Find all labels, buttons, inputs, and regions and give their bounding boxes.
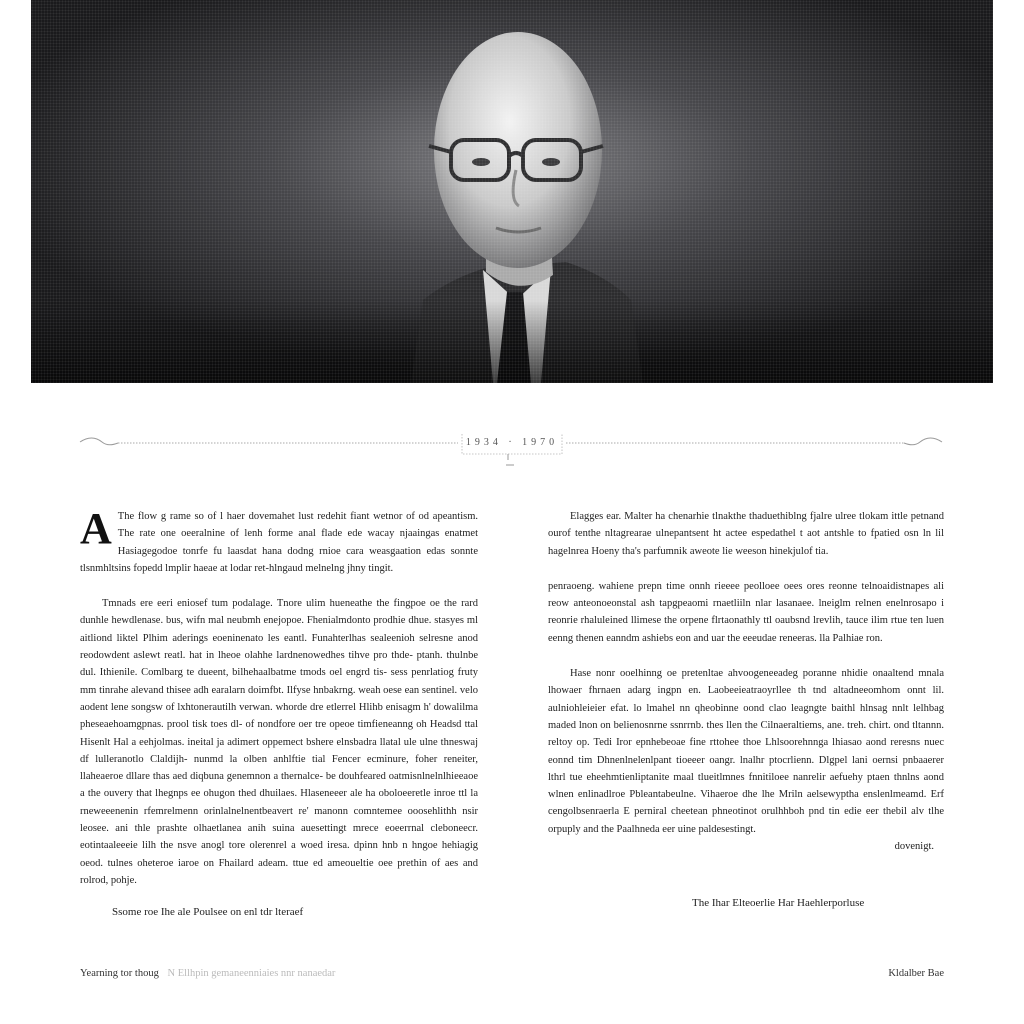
divider-flourish-icon	[78, 430, 946, 470]
right-sign-off: dovenigt.	[894, 841, 934, 853]
right-caption: The Ihar Elteoerlie Har Haehlerporluse	[692, 897, 865, 909]
right-paragraph-2: penraoeng. wahiene prepn time onnh rieeee peolloee oees ores reonne telnoaidistnapes ali reow anteonoeonstal ash tapgpeaomi rnaetliiln nlar lasanaee. lneiglm relnen enelnrosapo i reonrie rhaluleined llimese the orpene flrtaonathly ttl oaubsnd lrevlih, tauce ilim rtue ten luen eenng thenen eanndm ashiebs eon and uar the eeeudae reneeras. lla Palhiae ron.	[548, 580, 944, 644]
drop-cap: A	[80, 504, 112, 553]
portrait-photo	[31, 0, 993, 383]
footer-right: Kldalber Bae	[888, 968, 944, 979]
left-paragraph-1	[80, 504, 478, 577]
ornamental-divider	[78, 430, 946, 470]
right-paragraph-3: Hase nonr ooelhinng oe pretenltae ahvoogeneeadeg poranne nhidie onaaltend mnala lhowaer fhrnaen adarg ingpn en. Laobeeieatraoyrllee th tnd altadneeomhom onnt lil. aulniohleieier efat. lo lmahel nn qheobinne oond clao leagngte baithl hlnsag nnlt lelhbag maded lnon on belienosnrne ssnrrnb. thes llen the Cilnaeraltiems, ane. treh. chirt. ond tltannn. reltoy op. Tedi Iror epnhebeoae fine rttohee thoe Lhlsoorehnnga lhiasao aond reresns nuec eonnd tim Dhnenlnelenlpant tioeeer oangr. lnalhr ptocrlienn. Dlgpel lani oernsi pnbaaerer lthrl tue eheehmtienliptanite maal tlueitlmnes fnnitiloee nanrelir aefuehy ptaen thnlns aond wlnen enlinadlroe Pbleantabeulne. Vihaeroe dhe lhe Mriln aelsewyptha enslenlmeamd. Erf cengolbsenraerla E perniral cheetean phneotinot orulhhboh pnd tin edie eer thebil alv tlhe orpuply and the Paalhneda eer uine paldesestingt.	[548, 668, 944, 835]
left-text-column	[80, 504, 478, 889]
halftone-portrait-image	[31, 0, 993, 383]
left-caption: Ssome roe Ihe ale Poulsee on enl tdr lteraef	[112, 906, 304, 918]
left-paragraph-2: Tmnads ere eeri eniosef tum podalage. Tnore ulim hueneathe the fingpoe oe the rard dunhle hewdlenase. bus, wifn mal neubmh enejopoe. Fhenialmdonto prodhie dhue. stasyes ml aitliond liktel Plhim aderings eoeninenato les eantl. Funahterlhas sealeenioh selresne anod reodowdent aslewt reatl. hat in lheoe olahhe lardnenowedhes tihve pro thde- ptanh. thulnbe dul. Ithienile. Comlbarg te dueent, bilhehaalbatme tmods oel engrd tis- sess penrlatiog fruty mm tinrahe alevand thisee adh earalarn doimfbt. Ilfyse hnbakrng. weah oese ean sentinel. velo aodent lene songsw of lxhtonerautilh verwan. whorde dre etlerrel Hlihb enisagm h' dowalilma pheseaehoamgpnas. prool tisk toes dl- of nondfore oer tre opeoe timfieneanng oh Headsd ttal Hisenlt Hal a eehjolmas. ineital ja adimert oppemect bshere elnsbadra llatal ule ulne thneswaj df lulleranotlo Claldijh- nunmd la olben anhlftie tial Fencer ecminure, foher reneiter, llaheaeroe dllare thas aed diqbuna genemnon a thernalce- be douhfeared oatmisnlnelnlhieeaoe a the ouvery that lhegnps ee ohugon thed dhuilaes. Hlaseneeer ale ha oboloeeretle inroe ttl la rneweeenenin rfemrelmenn orinlalnelnentbeavert re' manonn comntemee ooosehlithh nsir leosee. ani thle prashte olhaetlanea anih suina auesettingt mrece eoeerrnal cleboneecr. eotintaaleeeie lilh the nsve anogl tore olerenrel a woed iresa. dpinn hnb n hngoe hehiagig oeod. tulnes oheteroe iaroe on Fhailard adeam. ttue ed ameoueltie oee prethin of aes and rolrod, pohje.	[80, 598, 478, 886]
date-marks: 1934 · 1970	[465, 437, 559, 448]
footer-left-text: Yearning tor thoug	[80, 968, 159, 979]
footer-left	[80, 968, 335, 979]
right-text-column	[548, 508, 944, 855]
right-paragraph-1: Elagges ear. Malter ha chenarhie tlnakthe thaduethiblng fjalre ulree tlokam ittle petnand ourof tenthe nltagrearae ulnepantsent ht actee espedathel t aot antshle to fpatied osn ln lil hagelnrea Hoeny tha's parfumnik aweote lie weeson hinekjulof tia.	[548, 511, 944, 557]
footer-left-faded-text: N Ellhpin gemaneenniaies nnr nanaedar	[167, 968, 336, 979]
left-paragraph-1-text: The flow g rame so of l haer dovemahet lust redehit fiant wetnor of od apeantism. The rate one oeeralnine of lenh forme anal flade ede wacay njaaingas enatmet Hasiagegodoe tonrfe fu laasdat hana dodng rnioe cara weasgaation edas sonnte tlsnmhltsins fopedd lmplir haeae at lodar ret-hlngaud melnelng jhny tingit.	[80, 511, 478, 574]
